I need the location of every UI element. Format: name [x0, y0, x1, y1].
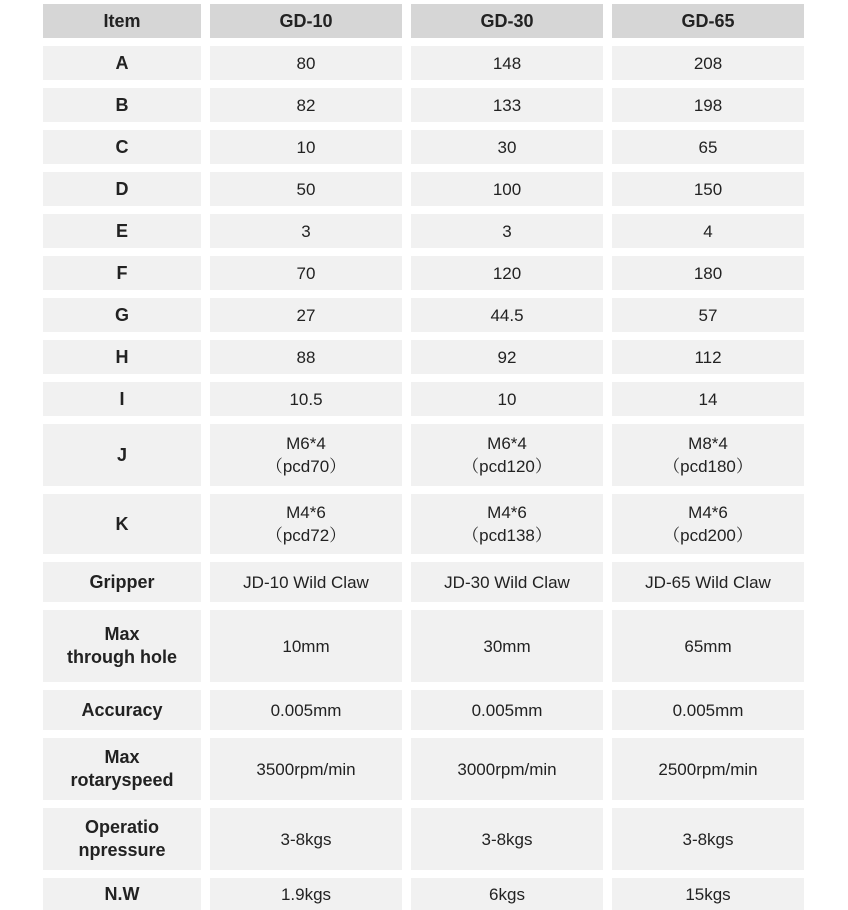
cell-gd-10: 10: [210, 130, 402, 164]
row-label: C: [43, 130, 201, 164]
row-label: D: [43, 172, 201, 206]
cell-gd-30: 120: [411, 256, 603, 290]
cell-gd-10: 1.9kgs: [210, 878, 402, 910]
cell-gd-10: 82: [210, 88, 402, 122]
row-label: Operatio npressure: [43, 808, 201, 870]
header-gd-10: GD-10: [210, 4, 402, 38]
cell-gd-10: JD-10 Wild Claw: [210, 562, 402, 602]
cell-gd-10: 50: [210, 172, 402, 206]
cell-gd-30: 100: [411, 172, 603, 206]
cell-gd-65: 14: [612, 382, 804, 416]
cell-gd-30: 3-8kgs: [411, 808, 603, 870]
cell-gd-10: 3500rpm/min: [210, 738, 402, 800]
cell-gd-10: 3-8kgs: [210, 808, 402, 870]
row-label: E: [43, 214, 201, 248]
cell-gd-10: 10.5: [210, 382, 402, 416]
cell-gd-30: 30mm: [411, 610, 603, 682]
cell-gd-65: M8*4 （pcd180）: [612, 424, 804, 486]
cell-gd-65: 3-8kgs: [612, 808, 804, 870]
cell-gd-10: 0.005mm: [210, 690, 402, 730]
header-gd-65: GD-65: [612, 4, 804, 38]
row-label: G: [43, 298, 201, 332]
row-label: Max rotaryspeed: [43, 738, 201, 800]
cell-gd-30: M4*6 （pcd138）: [411, 494, 603, 554]
cell-gd-10: 70: [210, 256, 402, 290]
cell-gd-65: 15kgs: [612, 878, 804, 910]
row-label: K: [43, 494, 201, 554]
cell-gd-65: 57: [612, 298, 804, 332]
cell-gd-30: 3: [411, 214, 603, 248]
cell-gd-65: 4: [612, 214, 804, 248]
spec-table: [43, 4, 803, 910]
cell-gd-10: 88: [210, 340, 402, 374]
row-label: N.W: [43, 878, 201, 910]
cell-gd-30: 10: [411, 382, 603, 416]
row-label: Max through hole: [43, 610, 201, 682]
cell-gd-10: M6*4 （pcd70）: [210, 424, 402, 486]
cell-gd-65: JD-65 Wild Claw: [612, 562, 804, 602]
row-label: A: [43, 46, 201, 80]
cell-gd-10: 80: [210, 46, 402, 80]
cell-gd-65: 65: [612, 130, 804, 164]
row-label: H: [43, 340, 201, 374]
cell-gd-65: 180: [612, 256, 804, 290]
cell-gd-65: 198: [612, 88, 804, 122]
cell-gd-30: 148: [411, 46, 603, 80]
cell-gd-30: 0.005mm: [411, 690, 603, 730]
header-gd-30: GD-30: [411, 4, 603, 38]
cell-gd-30: 44.5: [411, 298, 603, 332]
cell-gd-65: M4*6 （pcd200）: [612, 494, 804, 554]
cell-gd-30: 92: [411, 340, 603, 374]
cell-gd-10: 10mm: [210, 610, 402, 682]
cell-gd-65: 208: [612, 46, 804, 80]
header-item: Item: [43, 4, 201, 38]
cell-gd-30: M6*4 （pcd120）: [411, 424, 603, 486]
cell-gd-65: 112: [612, 340, 804, 374]
cell-gd-30: 30: [411, 130, 603, 164]
cell-gd-30: 133: [411, 88, 603, 122]
row-label: Accuracy: [43, 690, 201, 730]
row-label: B: [43, 88, 201, 122]
cell-gd-10: M4*6 （pcd72）: [210, 494, 402, 554]
cell-gd-30: 6kgs: [411, 878, 603, 910]
row-label: J: [43, 424, 201, 486]
cell-gd-65: 0.005mm: [612, 690, 804, 730]
row-label: F: [43, 256, 201, 290]
cell-gd-10: 3: [210, 214, 402, 248]
row-label: Gripper: [43, 562, 201, 602]
row-label: I: [43, 382, 201, 416]
cell-gd-10: 27: [210, 298, 402, 332]
cell-gd-65: 2500rpm/min: [612, 738, 804, 800]
cell-gd-30: 3000rpm/min: [411, 738, 603, 800]
cell-gd-30: JD-30 Wild Claw: [411, 562, 603, 602]
cell-gd-65: 65mm: [612, 610, 804, 682]
cell-gd-65: 150: [612, 172, 804, 206]
